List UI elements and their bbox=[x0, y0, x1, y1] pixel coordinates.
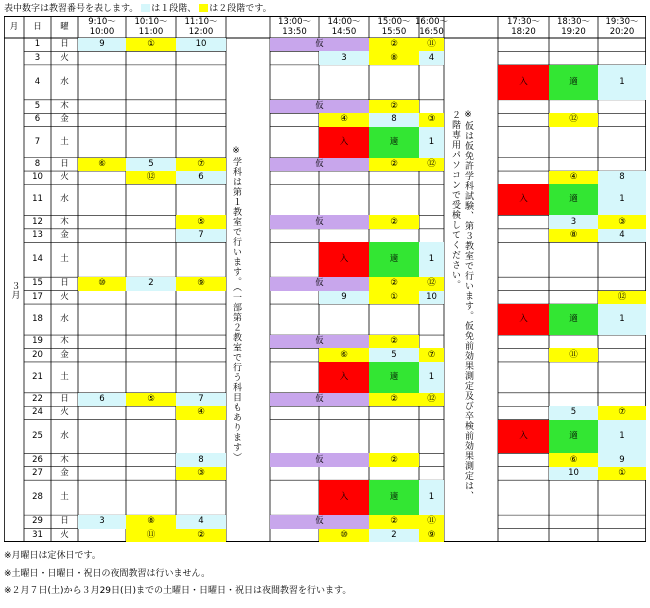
period-end: 16:50 bbox=[419, 27, 444, 37]
lesson-cell: 9 bbox=[598, 453, 646, 466]
weekday: 木 bbox=[60, 336, 69, 347]
lesson-cell: ① bbox=[598, 467, 646, 480]
lesson-cell: 適 bbox=[369, 242, 419, 277]
weekday: 火 bbox=[60, 529, 69, 540]
exam-cell: 仮 bbox=[270, 335, 369, 348]
day-number: 31 bbox=[32, 529, 43, 540]
lesson-cell: 4 bbox=[419, 51, 444, 64]
lesson-cell: ② bbox=[369, 393, 419, 406]
exam-cell: 仮 bbox=[270, 393, 369, 406]
exam-cell: 仮 bbox=[270, 453, 369, 466]
weekday: 火 bbox=[60, 172, 69, 183]
day-number: 22 bbox=[32, 394, 43, 405]
lesson-cell: ⑥ bbox=[549, 453, 598, 466]
lesson-cell: 3 bbox=[319, 51, 369, 64]
weekday: 火 bbox=[60, 52, 69, 63]
day-number: 7 bbox=[34, 136, 41, 147]
lesson-cell: 8 bbox=[369, 113, 419, 126]
weekday: 金 bbox=[60, 467, 69, 478]
lesson-cell: ② bbox=[369, 453, 419, 466]
lesson-cell: ⑩ bbox=[78, 277, 126, 290]
period-start: 18:30～ bbox=[557, 17, 590, 27]
day-number: 20 bbox=[32, 349, 43, 360]
lesson-cell: 適 bbox=[549, 65, 598, 100]
lesson-cell: ② bbox=[369, 38, 419, 51]
weekday: 土 bbox=[60, 136, 69, 147]
weekday: 水 bbox=[60, 194, 69, 205]
lesson-cell: ⑫ bbox=[419, 277, 444, 290]
weekday: 火 bbox=[60, 291, 69, 302]
period-start: 19:30～ bbox=[605, 17, 639, 27]
lesson-cell: ⑥ bbox=[319, 348, 369, 361]
legend-stage2: は２段階です。 bbox=[209, 4, 272, 14]
period-start: 9:10～ bbox=[88, 17, 116, 27]
day-number: 27 bbox=[32, 467, 43, 478]
weekday: 土 bbox=[60, 371, 69, 382]
period-start: 11:10～ bbox=[184, 17, 218, 27]
period-end: 11:00 bbox=[138, 27, 164, 37]
header-period-3 bbox=[176, 16, 226, 38]
day-number: 13 bbox=[32, 230, 43, 241]
lesson-cell: ② bbox=[176, 529, 226, 542]
period-end: 10:00 bbox=[89, 27, 115, 37]
lesson-cell: 4 bbox=[176, 515, 226, 528]
lesson-cell: 1 bbox=[419, 242, 444, 277]
lesson-cell: ④ bbox=[176, 406, 226, 419]
lesson-cell: ② bbox=[369, 158, 419, 171]
lesson-cell: 入 bbox=[319, 242, 369, 277]
lesson-cell: 10 bbox=[176, 38, 226, 51]
lesson-cell: 4 bbox=[598, 229, 646, 242]
lesson-cell: 適 bbox=[369, 127, 419, 158]
period-start: 10:10～ bbox=[134, 17, 168, 27]
lesson-cell: ⑧ bbox=[369, 51, 419, 64]
lesson-cell: 1 bbox=[419, 362, 444, 393]
period-start: 16:00～ bbox=[415, 17, 448, 27]
lesson-cell: 6 bbox=[176, 171, 226, 184]
lesson-cell: 適 bbox=[549, 420, 598, 454]
lesson-cell: ② bbox=[369, 100, 419, 113]
weekday: 日 bbox=[60, 516, 69, 527]
lesson-cell: ⑦ bbox=[176, 158, 226, 171]
lesson-cell: 入 bbox=[498, 65, 549, 100]
day-number: 21 bbox=[32, 371, 43, 382]
lesson-cell: 入 bbox=[498, 184, 549, 215]
exam-cell: 仮 bbox=[270, 277, 369, 290]
lesson-cell: ⑪ bbox=[419, 38, 444, 51]
day-number: 12 bbox=[32, 216, 43, 227]
note-monday-closed: ※月曜日は定休日です。 bbox=[4, 551, 101, 561]
exam-cell: 仮 bbox=[270, 100, 369, 113]
day-number: 26 bbox=[32, 454, 43, 465]
weekday: 金 bbox=[60, 349, 69, 360]
lesson-cell: 適 bbox=[549, 184, 598, 215]
note-weekend-evening: ※土曜日・日曜日・祝日の夜間教習は行いません。 bbox=[4, 568, 211, 579]
lesson-cell: ③ bbox=[176, 467, 226, 480]
lesson-cell: 適 bbox=[369, 362, 419, 393]
lesson-cell: ④ bbox=[549, 171, 598, 184]
weekday: 金 bbox=[60, 114, 69, 125]
lesson-cell: 入 bbox=[498, 420, 549, 454]
weekday: 木 bbox=[60, 216, 69, 227]
day-number: 6 bbox=[34, 114, 41, 125]
stage2-swatch bbox=[199, 4, 208, 12]
lesson-cell: ⑪ bbox=[549, 348, 598, 361]
lesson-cell: 適 bbox=[549, 304, 598, 335]
day-number: 14 bbox=[32, 254, 43, 265]
header-weekday: 曜 bbox=[60, 21, 69, 32]
lesson-cell: 9 bbox=[319, 291, 369, 304]
lesson-cell: ⑦ bbox=[598, 406, 646, 419]
note-special-evening: ※２月７日(土)から３月29日(日)までの土曜日・日曜日・祝日は夜間教習を行います。 bbox=[4, 586, 352, 596]
lesson-cell: 1 bbox=[598, 304, 646, 335]
header-day: 日 bbox=[33, 21, 42, 32]
note-classroom-1: ※学科は第１教室で行います。（一部第２教室で行う科目もあります） bbox=[231, 146, 241, 463]
period-end: 18:20 bbox=[511, 27, 536, 37]
period-end: 19:20 bbox=[561, 27, 586, 37]
day-number: 17 bbox=[32, 291, 43, 302]
day-number: 11 bbox=[32, 194, 43, 205]
period-start: 13:00～ bbox=[278, 17, 311, 27]
lesson-cell: ④ bbox=[319, 113, 369, 126]
day-number: 25 bbox=[32, 430, 43, 441]
lesson-cell: ② bbox=[369, 277, 419, 290]
lesson-cell: ① bbox=[126, 38, 176, 51]
weekday: 土 bbox=[60, 254, 69, 265]
lesson-cell: 1 bbox=[419, 127, 444, 158]
lesson-cell: ⑨ bbox=[419, 529, 444, 542]
weekday: 土 bbox=[60, 492, 69, 503]
lesson-cell: ⑫ bbox=[598, 291, 646, 304]
lesson-cell: ⑪ bbox=[419, 515, 444, 528]
exam-cell: 仮 bbox=[270, 515, 369, 528]
schedule-table bbox=[4, 16, 646, 542]
lesson-cell: ⑤ bbox=[126, 393, 176, 406]
weekday: 日 bbox=[60, 158, 69, 169]
lesson-cell: ⑦ bbox=[419, 348, 444, 361]
weekday: 木 bbox=[60, 454, 69, 465]
month-label: ３月 bbox=[9, 281, 20, 299]
header-period-1 bbox=[78, 16, 126, 38]
lesson-cell: ③ bbox=[419, 113, 444, 126]
exam-cell: 仮 bbox=[270, 158, 369, 171]
lesson-cell: ⑤ bbox=[176, 215, 226, 228]
lesson-cell: ⑨ bbox=[176, 277, 226, 290]
lesson-cell: 5 bbox=[369, 348, 419, 361]
header-period-9 bbox=[549, 16, 598, 38]
weekday: 金 bbox=[60, 230, 69, 241]
stage1-swatch bbox=[141, 4, 150, 12]
lesson-cell: 入 bbox=[498, 304, 549, 335]
header-period-6 bbox=[369, 16, 419, 38]
day-number: 1 bbox=[34, 39, 41, 50]
lesson-cell: 5 bbox=[126, 158, 176, 171]
lesson-cell: 3 bbox=[78, 515, 126, 528]
period-end: 20:20 bbox=[609, 27, 635, 37]
weekday: 水 bbox=[60, 430, 69, 441]
lesson-cell: 5 bbox=[549, 406, 598, 419]
period-end: 14:50 bbox=[331, 27, 357, 37]
lesson-cell: 2 bbox=[369, 529, 419, 542]
day-number: 29 bbox=[32, 516, 43, 527]
period-end: 15:50 bbox=[381, 27, 407, 37]
lesson-cell: 6 bbox=[78, 393, 126, 406]
period-end: 12:00 bbox=[188, 27, 214, 37]
lesson-cell: 10 bbox=[549, 467, 598, 480]
note-exam-room-1: ※仮は仮免許学科試験、第３教室で行います。仮免前効果測定及び卒検前効果測定は、 bbox=[463, 110, 473, 501]
lesson-cell: ⑩ bbox=[319, 529, 369, 542]
weekday: 木 bbox=[60, 101, 69, 112]
exam-cell: 仮 bbox=[270, 215, 369, 228]
day-number: 10 bbox=[32, 172, 43, 183]
lesson-cell: 1 bbox=[598, 420, 646, 454]
day-number: 3 bbox=[34, 52, 41, 63]
lesson-cell: 適 bbox=[369, 480, 419, 515]
period-start: 15:00～ bbox=[377, 17, 411, 27]
lesson-cell: ⑫ bbox=[419, 393, 444, 406]
lesson-cell: ③ bbox=[598, 215, 646, 228]
lesson-cell: ② bbox=[369, 215, 419, 228]
header-period-4 bbox=[270, 16, 319, 38]
lesson-cell: 2 bbox=[126, 277, 176, 290]
legend-stage1: は１段階、 bbox=[151, 4, 197, 14]
lesson-cell: ⑫ bbox=[126, 171, 176, 184]
lesson-cell: 1 bbox=[598, 184, 646, 215]
lesson-cell: ⑥ bbox=[78, 158, 126, 171]
lesson-cell: 3 bbox=[549, 215, 598, 228]
lesson-cell: ② bbox=[369, 515, 419, 528]
lesson-cell: 1 bbox=[598, 65, 646, 100]
header-period-10 bbox=[598, 16, 646, 38]
weekday: 火 bbox=[60, 407, 69, 418]
lesson-cell: ⑧ bbox=[126, 515, 176, 528]
lesson-cell: 7 bbox=[176, 393, 226, 406]
weekday: 水 bbox=[60, 76, 69, 87]
legend-prefix: 表中数字は教習番号を表します。 bbox=[4, 4, 139, 14]
legend bbox=[4, 3, 272, 15]
weekday: 日 bbox=[60, 278, 69, 289]
lesson-cell: 8 bbox=[176, 453, 226, 466]
lesson-cell: 9 bbox=[78, 38, 126, 51]
exam-cell: 仮 bbox=[270, 38, 369, 51]
weekday: 日 bbox=[60, 394, 69, 405]
period-end: 13:50 bbox=[282, 27, 307, 37]
lesson-cell: ⑧ bbox=[549, 229, 598, 242]
lesson-cell: 8 bbox=[598, 171, 646, 184]
header-period-8 bbox=[498, 16, 549, 38]
header-period-2 bbox=[126, 16, 176, 38]
footer-notes bbox=[4, 548, 351, 601]
header-period-7 bbox=[415, 16, 448, 38]
period-start: 14:00～ bbox=[327, 17, 361, 27]
header-month: 月 bbox=[9, 21, 19, 32]
weekday: 水 bbox=[60, 314, 69, 325]
lesson-cell: 入 bbox=[319, 362, 369, 393]
day-number: 28 bbox=[32, 492, 43, 503]
day-number: 18 bbox=[32, 314, 43, 325]
period-start: 17:30～ bbox=[507, 17, 540, 27]
lesson-cell: 7 bbox=[176, 229, 226, 242]
day-number: 24 bbox=[32, 407, 43, 418]
weekday: 日 bbox=[60, 39, 69, 50]
lesson-cell: ① bbox=[369, 291, 419, 304]
header-period-5 bbox=[319, 16, 369, 38]
day-number: 5 bbox=[34, 101, 41, 112]
lesson-cell: 入 bbox=[319, 127, 369, 158]
lesson-cell: 入 bbox=[319, 480, 369, 515]
lesson-cell: 10 bbox=[419, 291, 444, 304]
lesson-cell: ⑫ bbox=[419, 158, 444, 171]
day-number: 19 bbox=[32, 336, 43, 347]
note-exam-room-2: ２階専用パソコンで受検してください。 bbox=[450, 110, 460, 290]
lesson-cell: ② bbox=[369, 335, 419, 348]
lesson-cell: 1 bbox=[419, 480, 444, 515]
day-number: 4 bbox=[34, 76, 41, 87]
lesson-cell: ⑪ bbox=[126, 529, 176, 542]
day-number: 8 bbox=[34, 158, 41, 169]
day-number: 15 bbox=[32, 278, 43, 289]
lesson-cell: ⑫ bbox=[549, 113, 598, 126]
